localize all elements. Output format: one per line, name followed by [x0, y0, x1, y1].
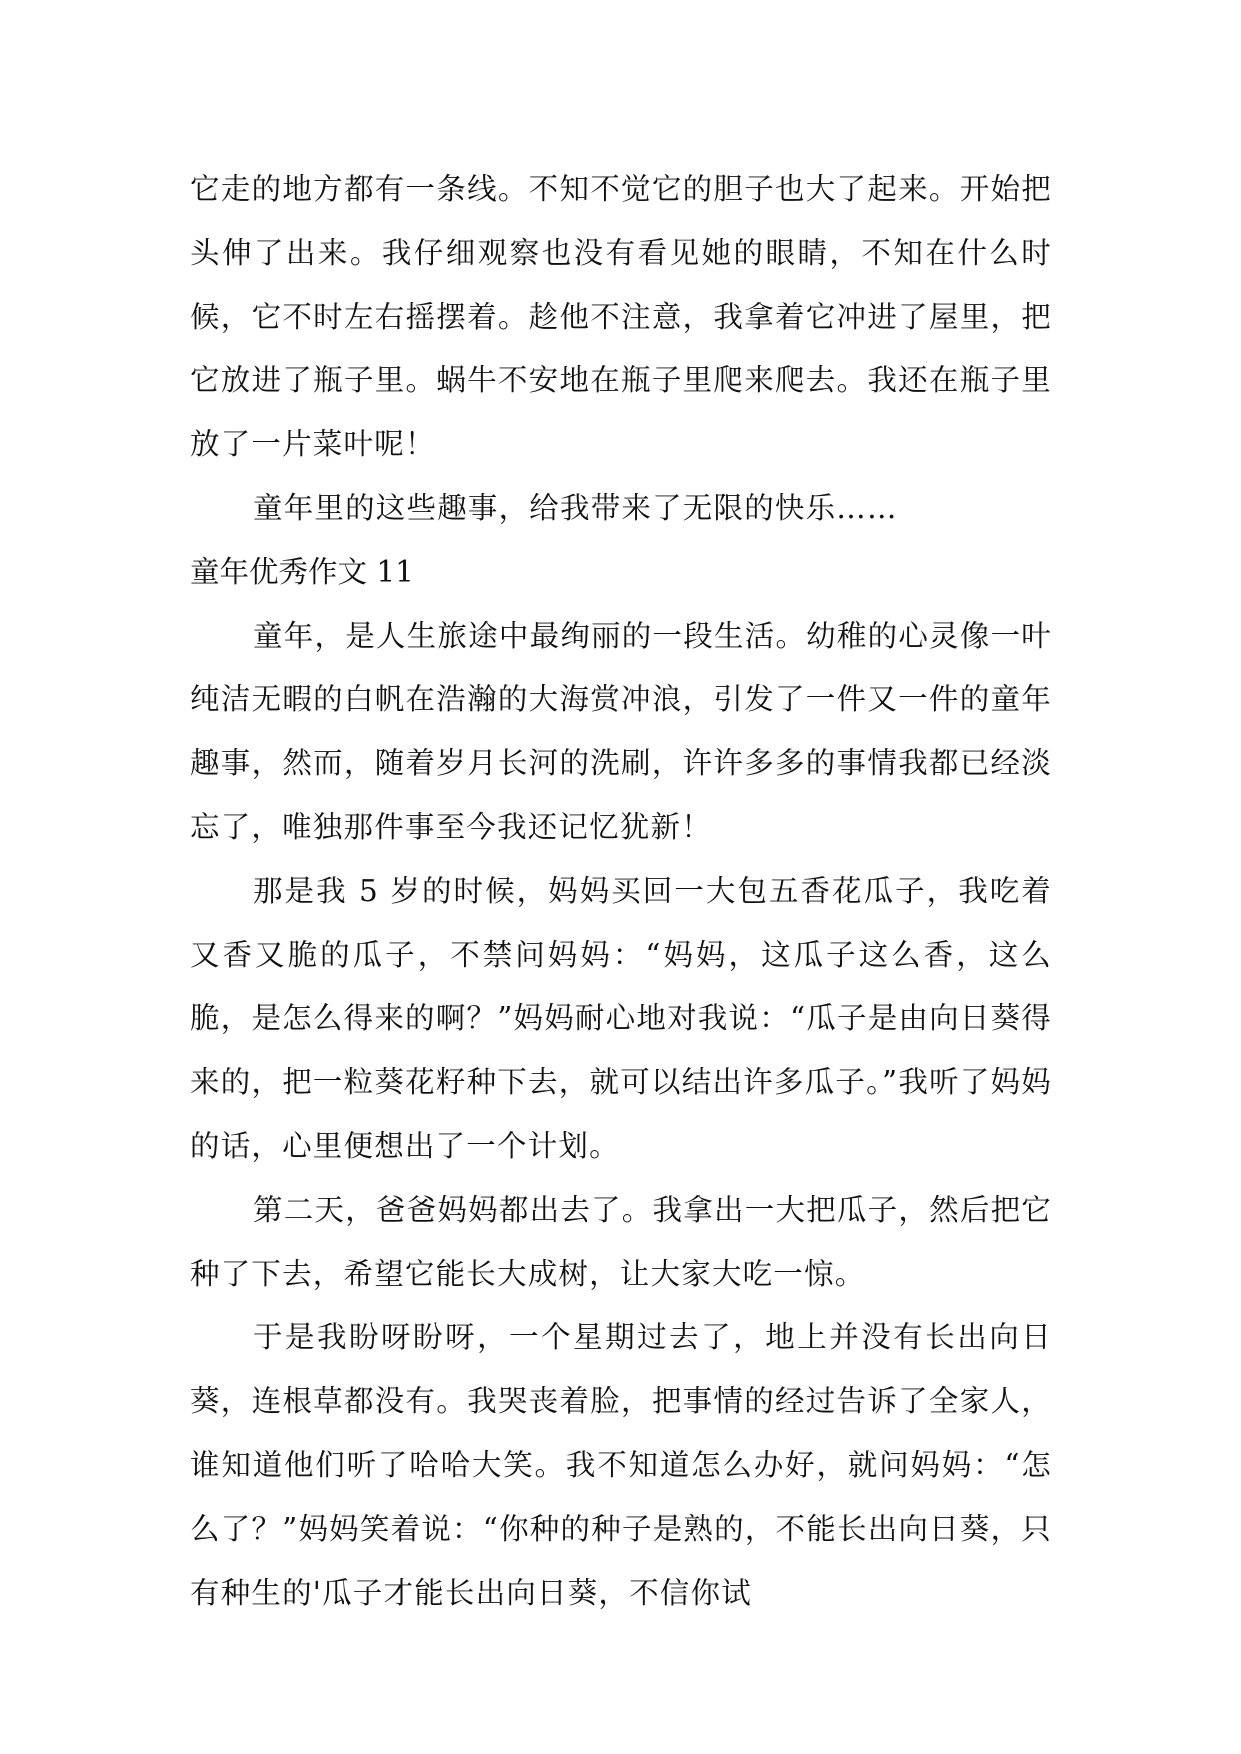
document-body — [190, 158, 1052, 1625]
paragraph-waiting: 于是我盼呀盼呀，一个星期过去了，地上并没有长出向日葵，连根草都没有。我哭丧着脸，把事情的经过告诉了全家人，谁知道他们听了哈哈大笑。我不知道怎么办好，就问妈妈：“怎么了？”妈妈笑着说：“你种的种子是熟的，不能长出向日葵，只有种生的'瓜子才能长出向日葵，不信你试 — [190, 1320, 1052, 1610]
paragraph-intro: 童年，是人生旅途中最绚丽的一段生活。幼稚的心灵像一叶纯洁无暇的白帆在浩瀚的大海赏冲浪，引发了一件又一件的童年趣事，然而，随着岁月长河的洗刷，许许多多的事情我都已经淡忘了，唯独那件事至今我还记忆犹新！ — [190, 618, 1052, 844]
paragraph-planting: 第二天，爸爸妈妈都出去了。我拿出一大把瓜子，然后把它种了下去，希望它能长大成树，让大家大吃一惊。 — [190, 1192, 1052, 1291]
paragraph-childhood-joy: 童年里的这些趣事，给我带来了无限的快乐…… — [253, 490, 898, 525]
section-title: 童年优秀作文 11 — [190, 554, 414, 589]
paragraph-melon-seeds: 那是我 5 岁的时候，妈妈买回一大包五香花瓜子，我吃着又香又脆的瓜子，不禁问妈妈：“妈妈，这瓜子这么香，这么脆，是怎么得来的啊？”妈妈耐心地对我说：“瓜子是由向日葵得来的，把一粒葵花籽种下去，就可以结出许多瓜子。”我听了妈妈的话，心里便想出了一个计划。 — [190, 873, 1052, 1163]
paragraph-snail-ending: 它走的地方都有一条线。不知不觉它的胆子也大了起来。开始把头伸了出来。我仔细观察也没有看见她的眼睛，不知在什么时候，它不时左右摇摆着。趁他不注意，我拿着它冲进了屋里，把它放进了瓶子里。蜗牛不安地在瓶子里爬来爬去。我还在瓶子里放了一片菜叶呢！ — [190, 172, 1052, 462]
